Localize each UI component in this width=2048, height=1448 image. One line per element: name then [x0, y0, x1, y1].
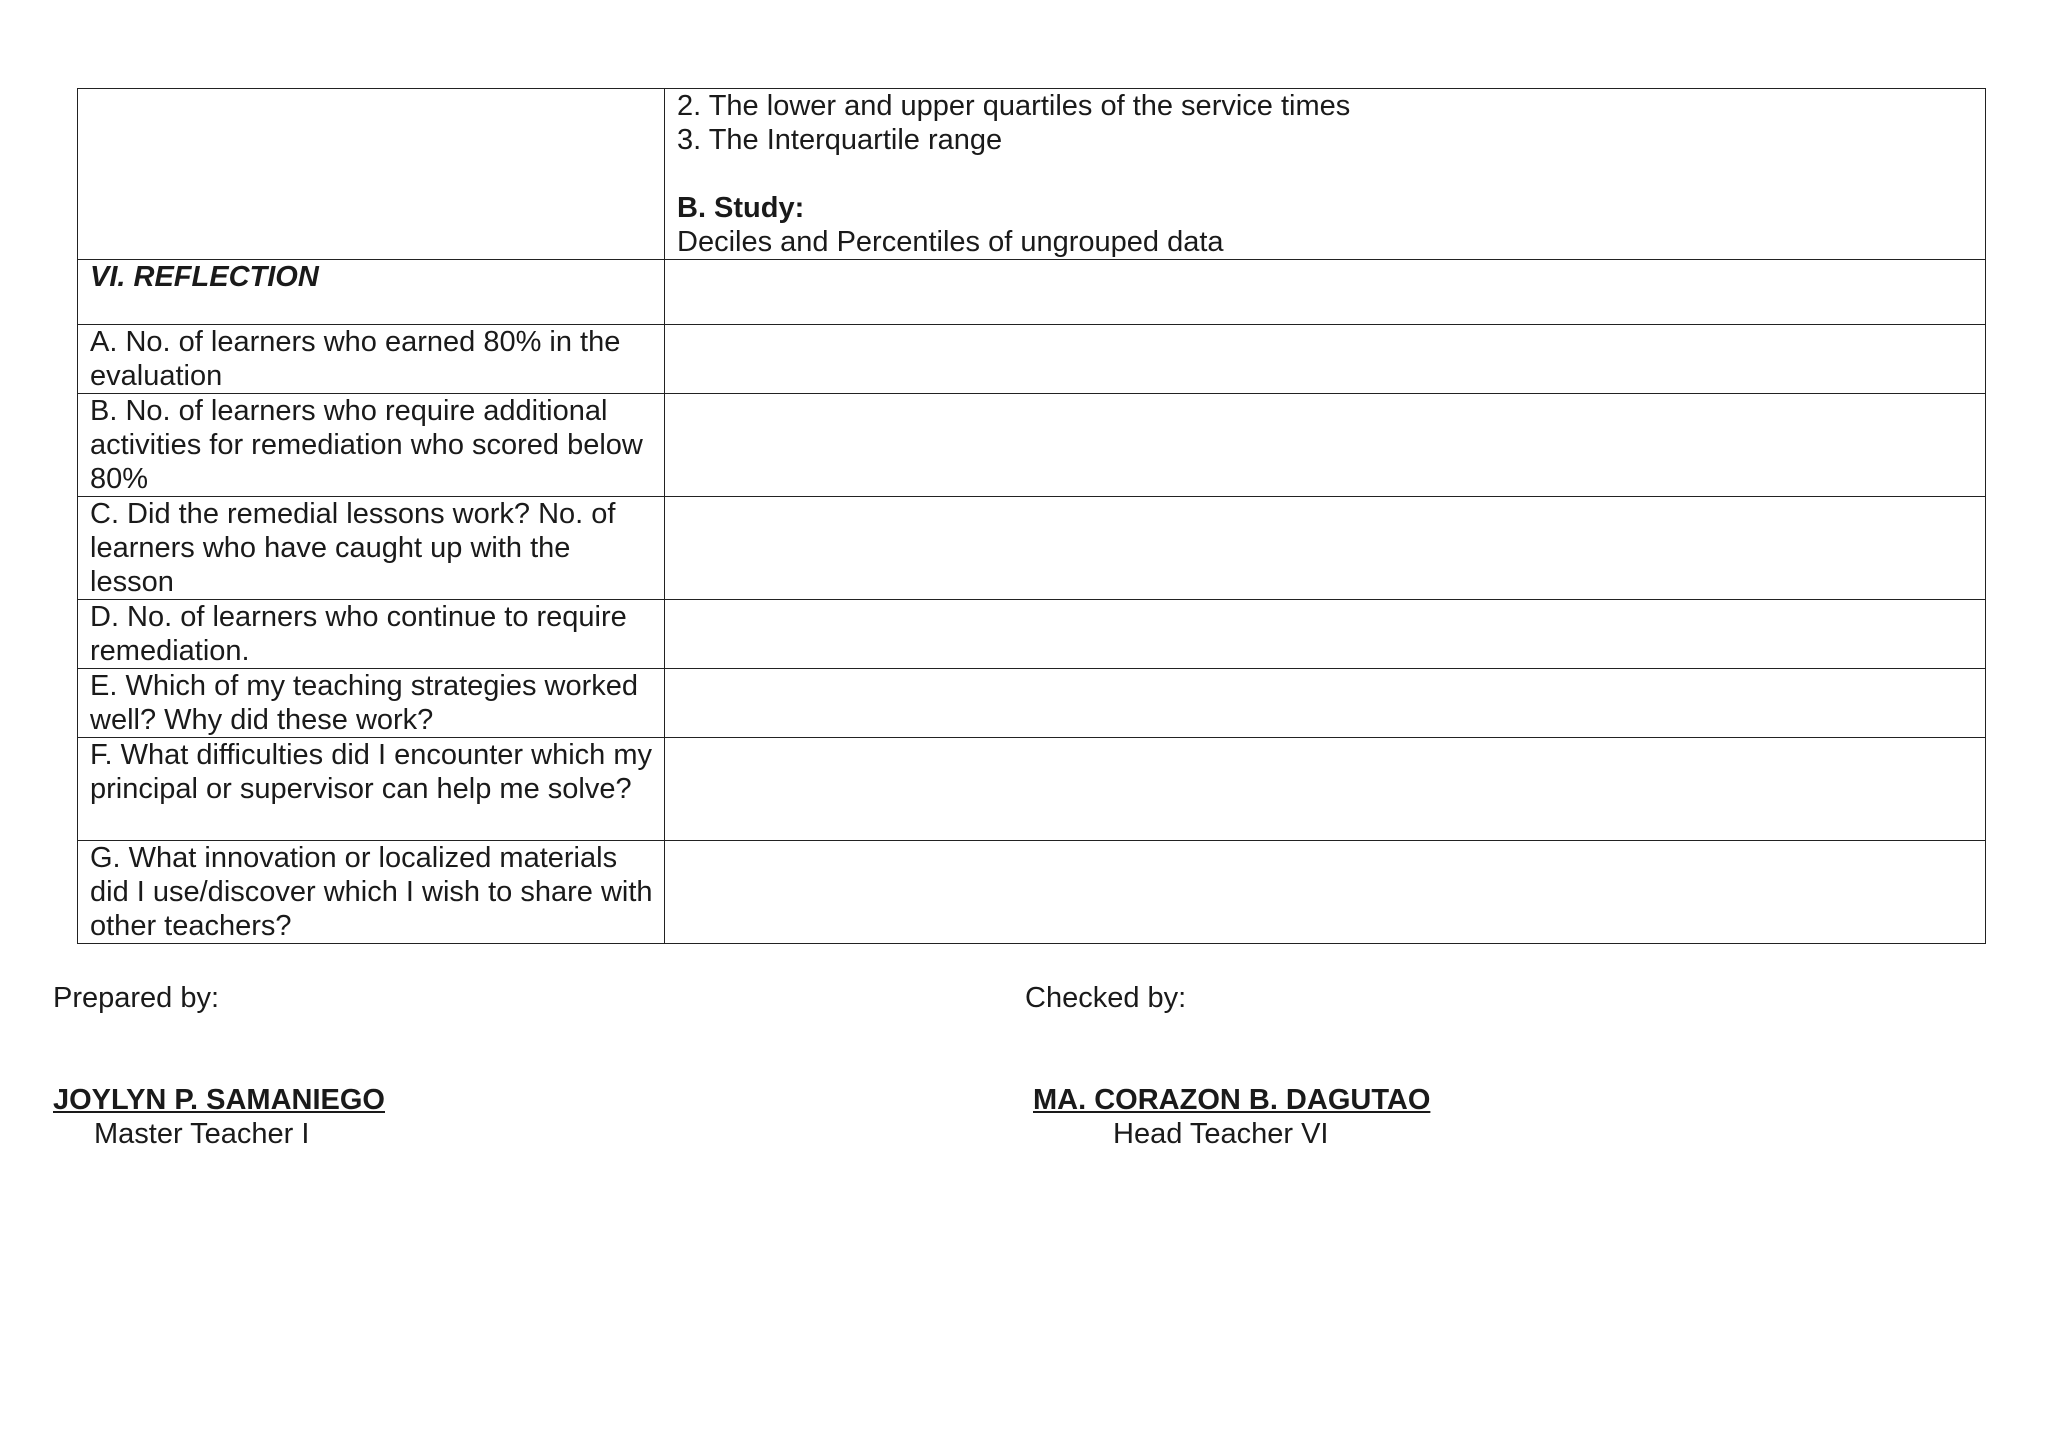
- reflection-item-label: G. What innovation or localized materials did I use/discover which I wish to share with other teachers?: [78, 841, 665, 944]
- table-row: [78, 600, 1986, 669]
- table-row: [78, 325, 1986, 394]
- table-row: [78, 89, 1986, 260]
- spacer: [677, 157, 1975, 191]
- reflection-table: [77, 88, 1986, 944]
- reflection-item-label: B. No. of learners who require additional activities for remediation who scored below 80%: [78, 394, 665, 497]
- checked-by-label: Checked by:: [1025, 982, 1187, 1014]
- empty-cell: [78, 89, 665, 260]
- preparer-name: JOYLYN P. SAMANIEGO: [53, 1084, 385, 1116]
- reflection-item-label: C. Did the remedial lessons work? No. of learners who have caught up with the lesson: [78, 497, 665, 600]
- checker-title: Head Teacher VI: [1113, 1118, 1329, 1150]
- reflection-item-value: [665, 669, 1986, 738]
- reflection-item-value: [665, 841, 1986, 944]
- reflection-item-value: [665, 394, 1986, 497]
- reflection-item-label: A. No. of learners who earned 80% in the evaluation: [78, 325, 665, 394]
- reflection-item-value: [665, 497, 1986, 600]
- reflection-item-value: [665, 738, 1986, 841]
- table-row: [78, 738, 1986, 841]
- reflection-item-value: [665, 600, 1986, 669]
- table-row: [78, 497, 1986, 600]
- table-row: [78, 260, 1986, 325]
- reflection-item-label: D. No. of learners who continue to require remediation.: [78, 600, 665, 669]
- table-row: [78, 669, 1986, 738]
- table-row: [78, 841, 1986, 944]
- reflection-heading: VI. REFLECTION: [78, 260, 665, 325]
- checker-name: MA. CORAZON B. DAGUTAO: [1033, 1084, 1431, 1116]
- reflection-item-label: E. Which of my teaching strategies worked well? Why did these work?: [78, 669, 665, 738]
- interquartile-line: 3. The Interquartile range: [677, 124, 1003, 156]
- reflection-heading-value: [665, 260, 1986, 325]
- quartiles-line: 2. The lower and upper quartiles of the service times: [677, 90, 1351, 122]
- study-heading: B. Study:: [677, 192, 805, 224]
- reflection-item-value: [665, 325, 1986, 394]
- reflection-item-label: F. What difficulties did I encounter which my principal or supervisor can help me solve?: [78, 738, 665, 841]
- study-text: Deciles and Percentiles of ungrouped data: [677, 226, 1224, 258]
- preparer-title: Master Teacher I: [94, 1118, 310, 1150]
- table-row: [78, 394, 1986, 497]
- lesson-continuation-cell: [665, 89, 1986, 260]
- prepared-by-label: Prepared by:: [53, 982, 220, 1014]
